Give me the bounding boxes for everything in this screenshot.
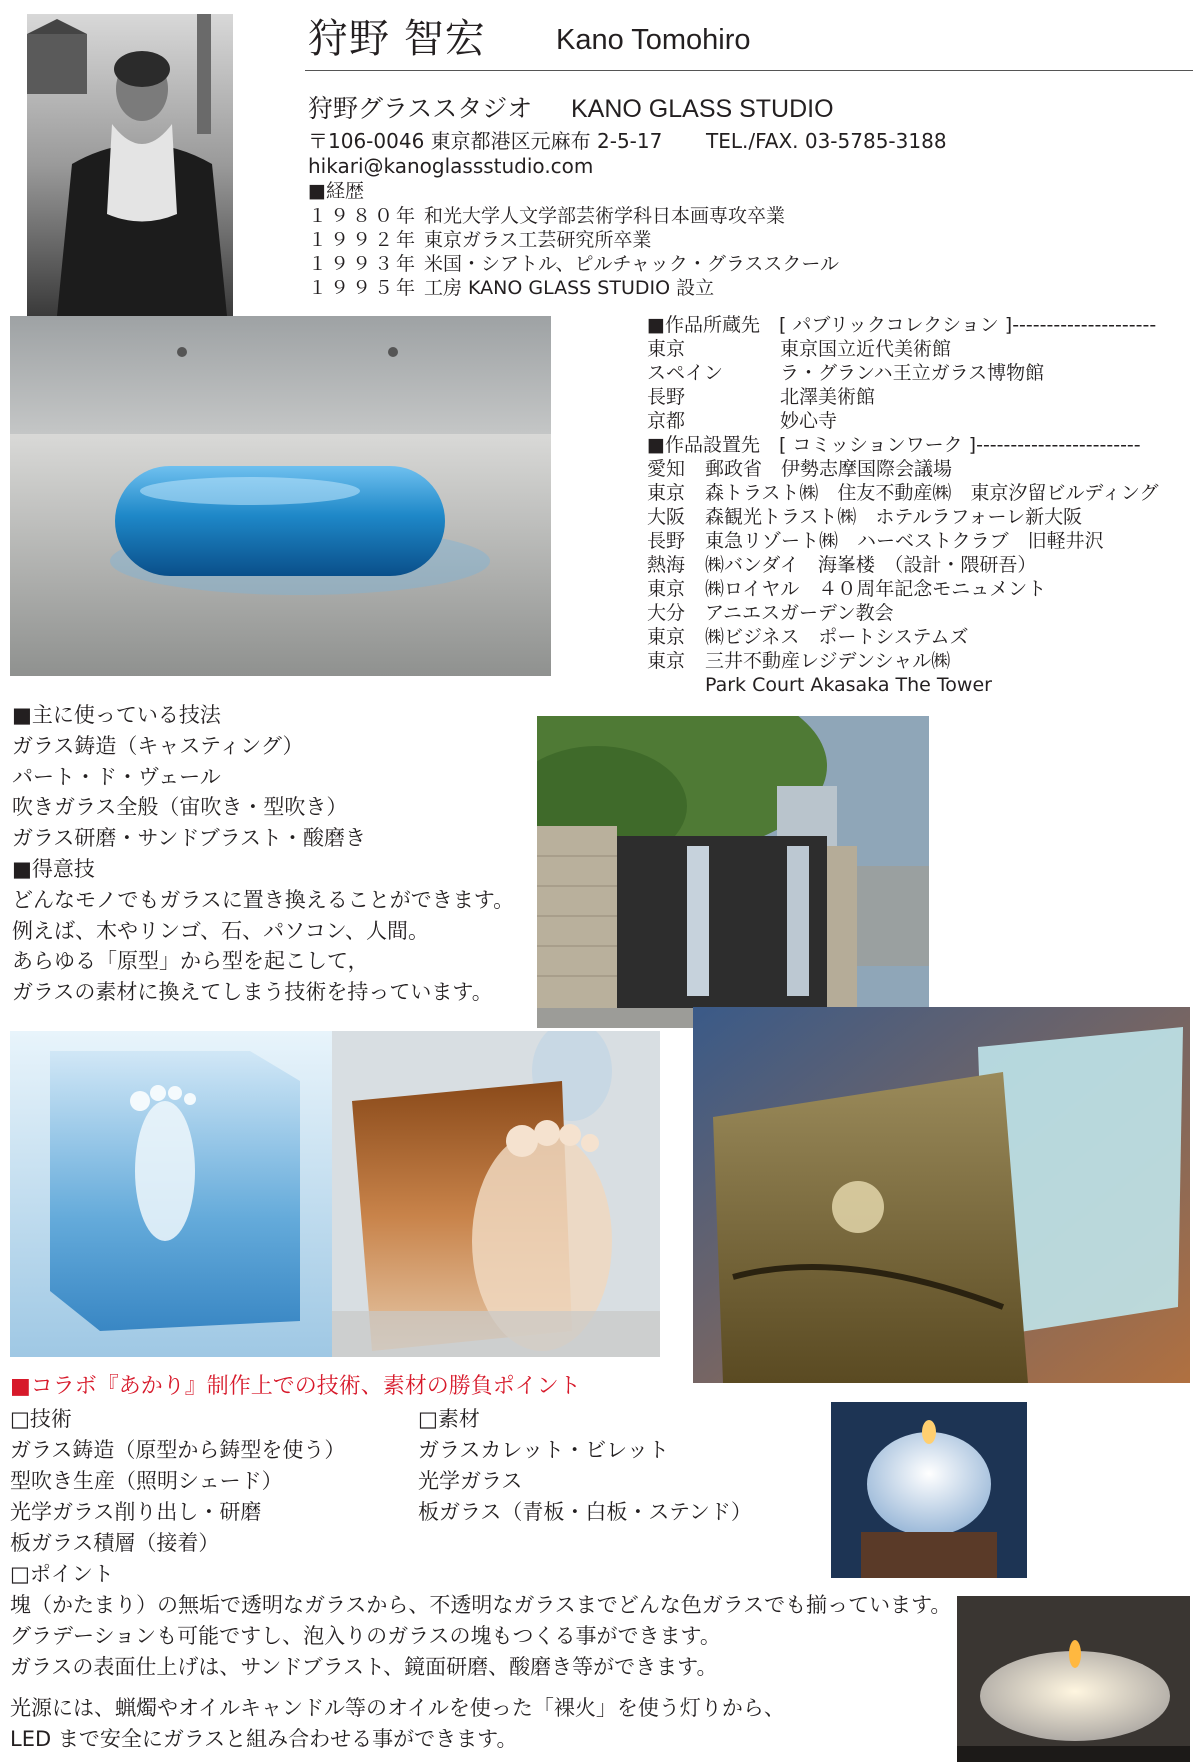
collection-item — [647, 337, 1044, 361]
commission-item — [647, 481, 1159, 505]
commission-place: 長野 — [647, 530, 686, 552]
akari-tech-line: 型吹き生産（照明シェード） — [10, 1469, 283, 1493]
akari-material-line: 板ガラス（青板・白板・ステンド） — [418, 1500, 752, 1524]
portrait-photo — [27, 14, 233, 316]
collection-name: 東京国立近代美術館 — [780, 338, 952, 360]
collection-name: 北澤美術館 — [780, 386, 876, 408]
akari-point-line: ガラスの表面仕上げは、サンドブラスト、鏡面研磨、酸磨き等ができます。 — [10, 1655, 718, 1679]
gate-installation-photo — [537, 716, 929, 1028]
commission-item — [647, 577, 1159, 601]
akari-heading-text: ■コラボ『あかり』制作上での技術、素材の勝負ポイント — [10, 1374, 581, 1399]
commission-name: 郵政省 伊勢志摩国際会議場 — [705, 458, 953, 480]
specialty-line: ガラスの素材に換えてしまう技術を持っています。 — [12, 980, 493, 1005]
career-heading: ■経歴 — [308, 180, 364, 202]
career-year: １９８０年 — [308, 205, 419, 227]
specialty-line: あらゆる「原型」から型を起こして， — [12, 949, 369, 974]
career-text: 工房 KANO GLASS STUDIO 設立 — [424, 277, 715, 299]
akari-point-heading: □ポイント — [10, 1562, 114, 1586]
commission-name: 東急リゾート㈱ ハーベストクラブ 旧軽井沢 — [705, 530, 1104, 552]
collection-place: 東京 — [647, 338, 686, 360]
header-divider — [305, 70, 1193, 71]
studio-name-japanese: 狩野グラススタジオ — [308, 94, 533, 123]
commission-name: 三井不動産レジデンシャル㈱ — [705, 650, 951, 672]
akari-material-line: 光学ガラス — [418, 1469, 523, 1493]
career-item — [308, 228, 839, 252]
specialty-line: どんなモノでもガラスに置き換えることができます。 — [12, 887, 515, 912]
commission-item — [647, 505, 1159, 529]
akari-light-list — [10, 1693, 785, 1755]
collection-place: スペイン — [647, 362, 724, 384]
commission-item — [647, 625, 1159, 649]
glass-lamp-photo — [831, 1402, 1027, 1578]
commission-place: 愛知 — [647, 458, 686, 480]
career-text: 和光大学人文学部芸術学科日本画専攻卒業 — [424, 205, 786, 227]
commission-name: ㈱バンダイ 海峯楼 （設計・隈研吾） — [705, 554, 1037, 576]
collection-name: 妙心寺 — [780, 410, 838, 432]
commission-place: 東京 — [647, 482, 686, 504]
akari-point-line: 塊（かたまり）の無垢で透明なガラスから、不透明なガラスまでどんな色ガラスでも揃っています。 — [10, 1593, 952, 1617]
collection-item — [647, 385, 1044, 409]
career-item — [308, 252, 839, 276]
glass-slab-photo — [693, 1007, 1190, 1383]
akari-tech-heading: □技術 — [10, 1407, 72, 1431]
commission-place: 大阪 — [647, 506, 686, 528]
commission-item — [647, 553, 1159, 577]
commission-place — [647, 673, 705, 697]
akari-material-list — [418, 1404, 752, 1528]
career-item — [308, 204, 839, 228]
commission-item — [647, 673, 1159, 697]
blue-foot-cast-photo — [10, 1031, 332, 1357]
collections-list — [647, 337, 1044, 433]
commission-place: 東京 — [647, 650, 686, 672]
akari-heading — [10, 1372, 581, 1402]
akari-light-line: LED まで安全にガラスと組み合わせる事ができます。 — [10, 1727, 518, 1751]
commission-item — [647, 601, 1159, 625]
studio-tel: TEL./FAX. 03-5785-3188 — [706, 129, 947, 153]
techniques-heading: ■主に使っている技法 — [12, 703, 221, 727]
candle-lamp-photo — [957, 1596, 1190, 1762]
career-year: １９９３年 — [308, 253, 419, 275]
career-year: １９９２年 — [308, 229, 419, 251]
akari-tech-list — [10, 1404, 345, 1559]
commission-item — [647, 649, 1159, 673]
commissions-heading: ■作品設置先 [ コミッションワーク ]------------------------ — [647, 434, 1141, 456]
studio-email[interactable]: hikari@kanoglassstudio.com — [308, 154, 594, 178]
akari-tech-line: ガラス鋳造（原型から鋳型を使う） — [10, 1438, 346, 1462]
commission-item — [647, 457, 1159, 481]
commission-name: 森トラスト㈱ 住友不動産㈱ 東京汐留ビルディング — [705, 482, 1159, 504]
specialty-heading: ■得意技 — [12, 856, 95, 881]
specialty-line: 例えば、木やリンゴ、石、パソコン、人間。 — [12, 918, 430, 943]
collection-name: ラ・グランハ王立ガラス博物館 — [780, 362, 1045, 384]
akari-tech-line: 板ガラス積層（接着） — [10, 1531, 220, 1555]
commission-place: 東京 — [647, 578, 686, 600]
amber-foot-cast-photo — [332, 1031, 660, 1357]
commission-item — [647, 529, 1159, 553]
collection-place: 長野 — [647, 386, 686, 408]
commission-name: アニエスガーデン教会 — [705, 602, 894, 624]
technique-line: ガラス鋳造（キャスティング） — [12, 733, 304, 758]
collection-item — [647, 409, 1044, 433]
career-text: 米国・シアトル、ピルチャック・グラススクール — [424, 253, 839, 275]
commissions-list — [647, 457, 1159, 697]
commission-name: 森観光トラスト㈱ ホテルラフォーレ新大阪 — [705, 506, 1083, 528]
techniques-block — [12, 700, 514, 1008]
name-japanese: 狩野 智宏 — [308, 16, 486, 62]
commission-place: 大分 — [647, 602, 686, 624]
akari-material-heading: □素材 — [418, 1407, 480, 1431]
technique-line: パート・ド・ヴェール — [12, 764, 221, 789]
akari-light-line: 光源には、蝋燭やオイルキャンドル等のオイルを使った「裸火」を使う灯りから、 — [10, 1696, 785, 1720]
career-text: 東京ガラス工芸研究所卒業 — [424, 229, 652, 251]
career-item — [308, 276, 839, 300]
akari-point-line: グラデーションも可能ですし、泡入りのガラスの塊もつくる事ができます。 — [10, 1624, 721, 1648]
career-year: １９９５年 — [308, 277, 419, 299]
career-list — [308, 204, 839, 300]
technique-line: 吹きガラス全般（宙吹き・型吹き） — [12, 795, 348, 820]
akari-point-list — [10, 1559, 951, 1683]
commission-name: Park Court Akasaka The Tower — [705, 674, 992, 696]
collection-place: 京都 — [647, 410, 686, 432]
commission-name: ㈱ビジネス ポートシステムズ — [705, 626, 969, 648]
name-english: Kano Tomohiro — [556, 24, 751, 56]
akari-tech-line: 光学ガラス削り出し・研磨 — [10, 1500, 262, 1524]
blue-glass-sculpture-photo — [10, 316, 551, 676]
studio-address: 〒106-0046 東京都港区元麻布 2-5-17 — [308, 129, 663, 153]
akari-material-line: ガラスカレット・ビレット — [418, 1438, 669, 1462]
commission-place: 東京 — [647, 626, 686, 648]
collections-heading: ■作品所蔵先 [ パブリックコレクション ]--------------------- — [647, 314, 1157, 336]
studio-name-english: KANO GLASS STUDIO — [571, 95, 834, 123]
technique-line: ガラス研磨・サンドブラスト・酸磨き — [12, 826, 367, 851]
collection-item — [647, 361, 1044, 385]
commission-name: ㈱ロイヤル ４０周年記念モニュメント — [705, 578, 1047, 600]
commission-place: 熱海 — [647, 554, 686, 576]
